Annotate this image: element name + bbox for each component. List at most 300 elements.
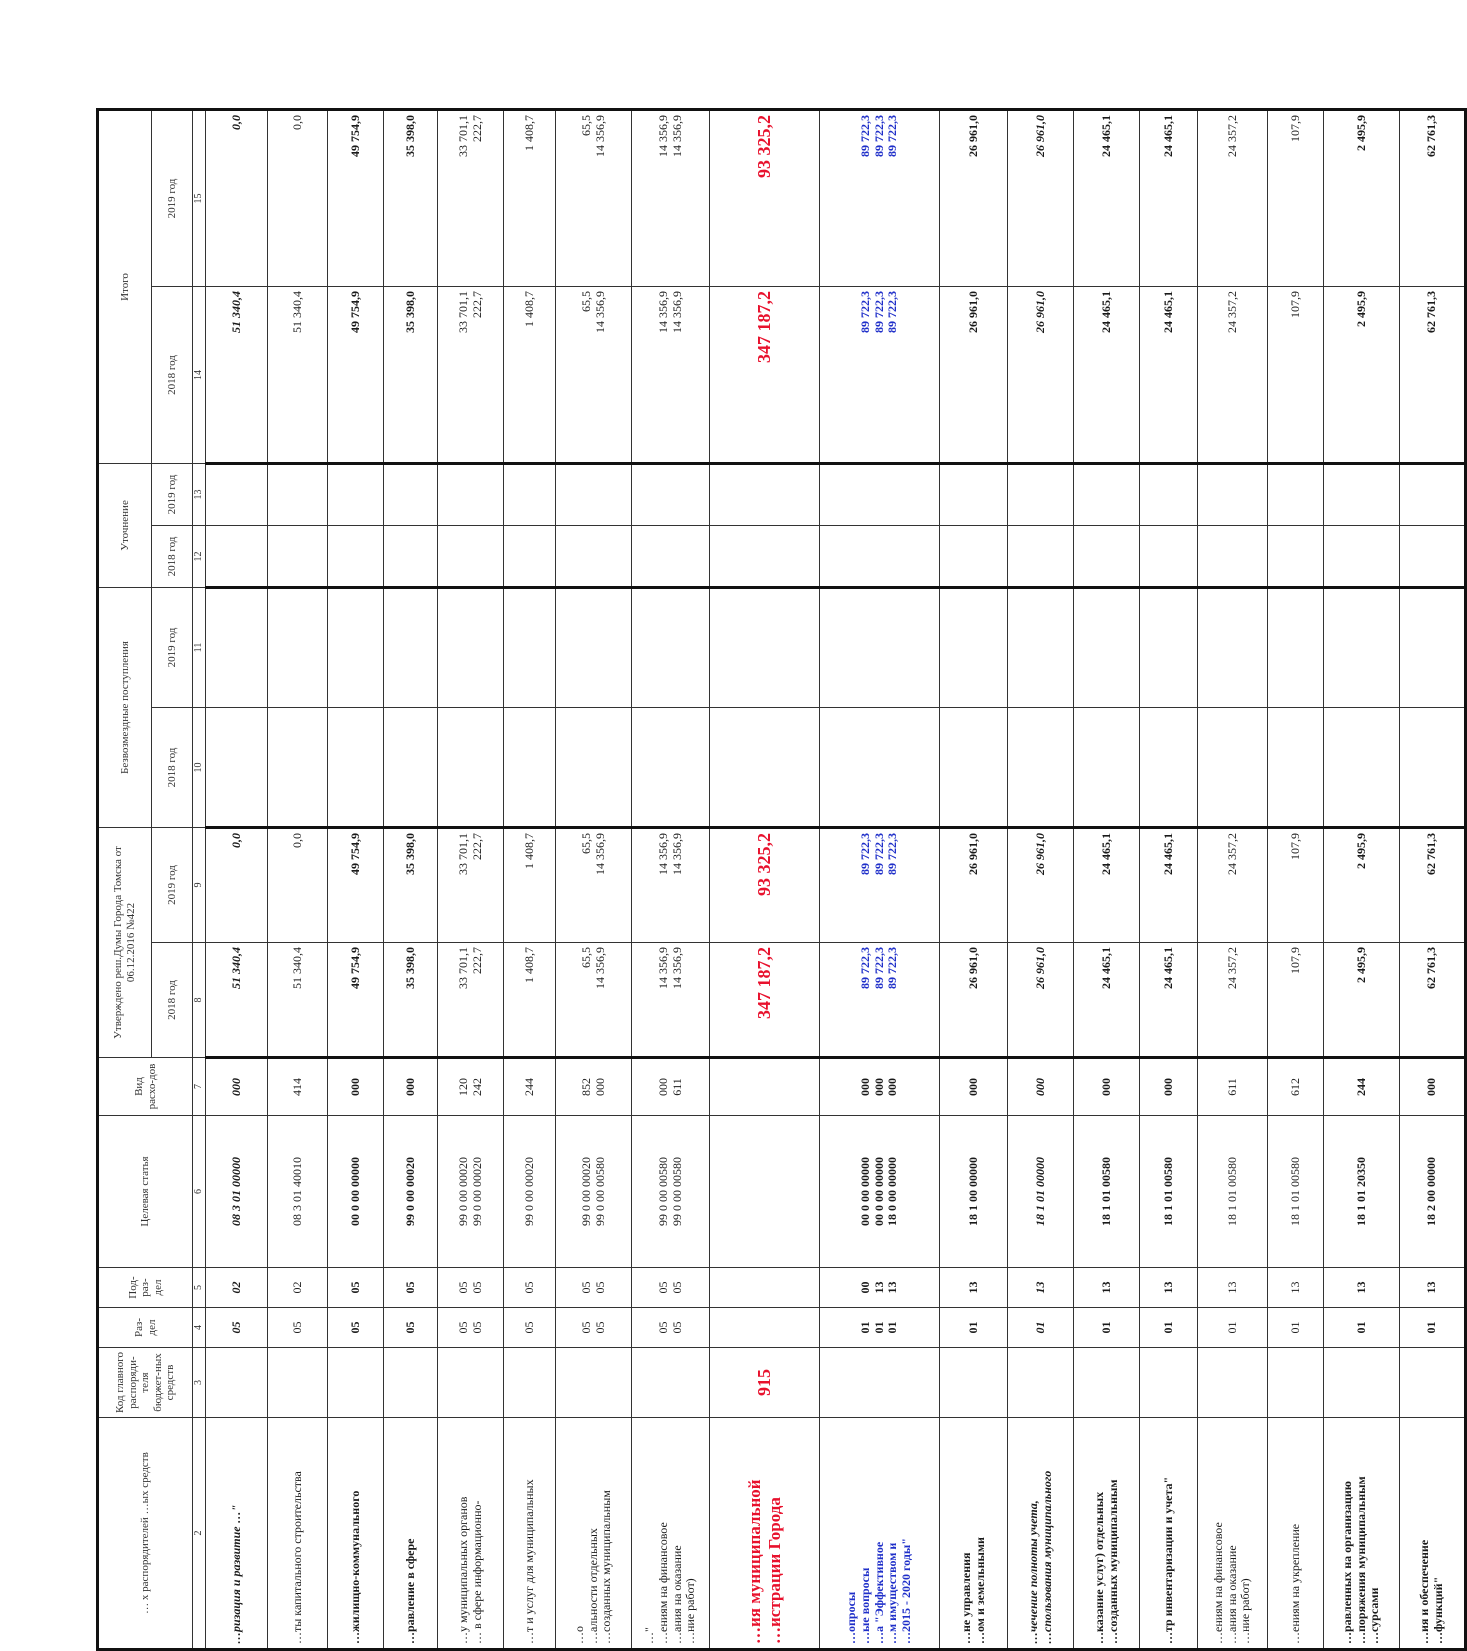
row-itogo-2019: 107,9 bbox=[1268, 109, 1324, 286]
row-kod bbox=[1400, 1348, 1466, 1418]
column-number: 8 bbox=[193, 943, 206, 1058]
year-2018-header: 2018 год bbox=[152, 286, 193, 463]
row-utoch-2018 bbox=[1140, 525, 1198, 587]
row-utv-2019: 62 761,3 bbox=[1400, 828, 1466, 943]
row-utv-2018: 14 356,9 14 356,9 bbox=[632, 943, 710, 1058]
row-razdel: 01 bbox=[1140, 1308, 1198, 1348]
row-podrazdel: 05 05 bbox=[438, 1268, 504, 1308]
row-itogo-2018: 33 701,1 222,7 bbox=[438, 286, 504, 463]
row-name: …ия и обеспечение …функций" bbox=[1400, 1418, 1466, 1650]
row-podrazdel: 02 bbox=[206, 1268, 268, 1308]
row-itogo-2019: 14 356,9 14 356,9 bbox=[632, 109, 710, 286]
row-utoch-2018 bbox=[556, 525, 632, 587]
row-bezv-2018 bbox=[710, 708, 820, 828]
row-itogo-2019: 0,0 bbox=[206, 109, 268, 286]
row-celevaya: 00 0 00 00000 bbox=[328, 1116, 384, 1268]
row-utoch-2018 bbox=[1008, 525, 1074, 587]
row-razdel: 01 bbox=[1008, 1308, 1074, 1348]
row-itogo-2018: 2 495,9 bbox=[1324, 286, 1400, 463]
row-utv-2018: 26 961,0 bbox=[1008, 943, 1074, 1058]
row-bezv-2019 bbox=[1400, 587, 1466, 707]
row-bezv-2018 bbox=[384, 708, 438, 828]
row-utv-2019: 26 961,0 bbox=[1008, 828, 1074, 943]
row-podrazdel: 13 bbox=[1198, 1268, 1268, 1308]
row-bezv-2018 bbox=[556, 708, 632, 828]
column-number: 14 bbox=[193, 286, 206, 463]
row-bezv-2019 bbox=[940, 587, 1008, 707]
row-utv-2019: 49 754,9 bbox=[328, 828, 384, 943]
row-razdel: 05 bbox=[328, 1308, 384, 1348]
row-utv-2019: 26 961,0 bbox=[940, 828, 1008, 943]
column-number: 11 bbox=[193, 587, 206, 707]
row-vid: 852 000 bbox=[556, 1058, 632, 1116]
group-bezv-header: Безвозмездные поступления bbox=[98, 587, 152, 827]
row-celevaya: 99 0 00 00020 99 0 00 00020 bbox=[438, 1116, 504, 1268]
row-itogo-2019: 65,5 14 356,9 bbox=[556, 109, 632, 286]
table-row bbox=[1008, 109, 1074, 1649]
row-podrazdel: 05 bbox=[328, 1268, 384, 1308]
row-utv-2019: 35 398,0 bbox=[384, 828, 438, 943]
row-bezv-2019 bbox=[632, 587, 710, 707]
row-itogo-2019: 24 465,1 bbox=[1140, 109, 1198, 286]
budget-table bbox=[96, 108, 1467, 1651]
row-itogo-2019: 33 701,1 222,7 bbox=[438, 109, 504, 286]
row-kod bbox=[1008, 1348, 1074, 1418]
row-utoch-2019 bbox=[820, 463, 940, 525]
column-number: 3 bbox=[193, 1348, 206, 1418]
year-2019-header: 2019 год bbox=[152, 109, 193, 286]
row-itogo-2018: 26 961,0 bbox=[940, 286, 1008, 463]
row-kod bbox=[940, 1348, 1008, 1418]
row-bezv-2019 bbox=[438, 587, 504, 707]
row-name: …ениям на финансовое …ания на оказание …ние работ) bbox=[1198, 1418, 1268, 1650]
row-bezv-2018 bbox=[1268, 708, 1324, 828]
row-bezv-2019 bbox=[820, 587, 940, 707]
row-itogo-2018: 65,5 14 356,9 bbox=[556, 286, 632, 463]
row-utoch-2019 bbox=[504, 463, 556, 525]
row-utv-2019: 24 465,1 bbox=[1140, 828, 1198, 943]
row-bezv-2018 bbox=[1400, 708, 1466, 828]
row-kod bbox=[632, 1348, 710, 1418]
row-utoch-2018 bbox=[1324, 525, 1400, 587]
row-utoch-2019 bbox=[1400, 463, 1466, 525]
row-celevaya: 99 0 00 00020 99 0 00 00580 bbox=[556, 1116, 632, 1268]
row-itogo-2019: 2 495,9 bbox=[1324, 109, 1400, 286]
row-utoch-2019 bbox=[268, 463, 328, 525]
row-itogo-2018: 26 961,0 bbox=[1008, 286, 1074, 463]
table-row bbox=[1140, 109, 1198, 1649]
row-kod bbox=[1324, 1348, 1400, 1418]
row-name: …" …ениям на финансовое …ания на оказание …ние работ) bbox=[632, 1418, 710, 1650]
row-vid: 000 bbox=[328, 1058, 384, 1116]
table-row bbox=[438, 109, 504, 1649]
row-name: …ризация и развитие …" bbox=[206, 1418, 268, 1650]
column-number: 2 bbox=[193, 1418, 206, 1650]
table-row bbox=[1268, 109, 1324, 1649]
row-vid: 611 bbox=[1198, 1058, 1268, 1116]
row-utv-2018: 65,5 14 356,9 bbox=[556, 943, 632, 1058]
col-name-header: … х распорядителей …ых средств bbox=[98, 1418, 193, 1650]
row-name: …ениям на укрепление bbox=[1268, 1418, 1324, 1650]
row-bezv-2019 bbox=[710, 587, 820, 707]
row-utoch-2019 bbox=[1008, 463, 1074, 525]
row-bezv-2018 bbox=[504, 708, 556, 828]
row-utv-2018: 24 357,2 bbox=[1198, 943, 1268, 1058]
row-kod bbox=[1198, 1348, 1268, 1418]
column-number: 4 bbox=[193, 1308, 206, 1348]
row-name: …жилищно-коммунального bbox=[328, 1418, 384, 1650]
row-celevaya: 99 0 00 00020 bbox=[504, 1116, 556, 1268]
column-number: 10 bbox=[193, 708, 206, 828]
row-bezv-2019 bbox=[1268, 587, 1324, 707]
row-bezv-2019 bbox=[206, 587, 268, 707]
row-itogo-2018: 62 761,3 bbox=[1400, 286, 1466, 463]
row-bezv-2018 bbox=[206, 708, 268, 828]
group-utoch-header: Уточнение bbox=[98, 463, 152, 587]
row-celevaya: 08 3 01 00000 bbox=[206, 1116, 268, 1268]
row-utv-2018: 35 398,0 bbox=[384, 943, 438, 1058]
row-bezv-2018 bbox=[1198, 708, 1268, 828]
row-vid: 000 bbox=[1008, 1058, 1074, 1116]
col-razdel-header: Раз-дел bbox=[98, 1308, 193, 1348]
row-bezv-2019 bbox=[1008, 587, 1074, 707]
row-podrazdel: 02 bbox=[268, 1268, 328, 1308]
row-itogo-2018: 89 722,3 89 722,3 89 722,3 bbox=[820, 286, 940, 463]
row-vid: 244 bbox=[1324, 1058, 1400, 1116]
row-kod bbox=[556, 1348, 632, 1418]
row-kod bbox=[384, 1348, 438, 1418]
row-utoch-2018 bbox=[1074, 525, 1140, 587]
row-name: …казание услуг) отдельных …созданных муниципальным bbox=[1074, 1418, 1140, 1650]
row-utv-2018: 51 340,4 bbox=[268, 943, 328, 1058]
row-utoch-2018 bbox=[328, 525, 384, 587]
row-podrazdel: 05 bbox=[384, 1268, 438, 1308]
row-bezv-2019 bbox=[1074, 587, 1140, 707]
row-celevaya: 18 1 01 00580 bbox=[1074, 1116, 1140, 1268]
row-celevaya: 18 1 00 00000 bbox=[940, 1116, 1008, 1268]
row-bezv-2019 bbox=[328, 587, 384, 707]
row-utoch-2018 bbox=[384, 525, 438, 587]
row-razdel: 05 05 bbox=[556, 1308, 632, 1348]
row-podrazdel: 05 05 bbox=[556, 1268, 632, 1308]
row-name: …равленных на организацию …поряжения муниципальным …сурсами bbox=[1324, 1418, 1400, 1650]
row-itogo-2018: 24 465,1 bbox=[1140, 286, 1198, 463]
row-vid: 000 bbox=[384, 1058, 438, 1116]
row-bezv-2019 bbox=[1198, 587, 1268, 707]
row-utv-2019: 0,0 bbox=[268, 828, 328, 943]
row-itogo-2019: 0,0 bbox=[268, 109, 328, 286]
row-vid: 000 bbox=[940, 1058, 1008, 1116]
table-row bbox=[1198, 109, 1268, 1649]
row-bezv-2018 bbox=[328, 708, 384, 828]
table-row bbox=[820, 109, 940, 1649]
row-celevaya: 18 1 01 20350 bbox=[1324, 1116, 1400, 1268]
row-name: …опросы …ые вопросы …а "Эффективное …м имуществом и …2015 - 2020 годы" bbox=[820, 1418, 940, 1650]
row-utoch-2018 bbox=[1268, 525, 1324, 587]
row-razdel: 05 05 bbox=[632, 1308, 710, 1348]
year-2018-header: 2018 год bbox=[152, 943, 193, 1058]
row-itogo-2018: 49 754,9 bbox=[328, 286, 384, 463]
table-row bbox=[1400, 109, 1466, 1649]
row-itogo-2018: 1 408,7 bbox=[504, 286, 556, 463]
row-celevaya: 00 0 00 00000 00 0 00 00000 18 0 00 00000 bbox=[820, 1116, 940, 1268]
row-utoch-2019 bbox=[1268, 463, 1324, 525]
table-row bbox=[1324, 109, 1400, 1649]
row-utoch-2018 bbox=[1400, 525, 1466, 587]
row-bezv-2018 bbox=[1140, 708, 1198, 828]
row-itogo-2019: 1 408,7 bbox=[504, 109, 556, 286]
row-name: …т и услуг для муниципальных bbox=[504, 1418, 556, 1650]
row-bezv-2018 bbox=[1008, 708, 1074, 828]
row-itogo-2019: 89 722,3 89 722,3 89 722,3 bbox=[820, 109, 940, 286]
row-utv-2019: 65,5 14 356,9 bbox=[556, 828, 632, 943]
row-utoch-2018 bbox=[504, 525, 556, 587]
row-utoch-2018 bbox=[438, 525, 504, 587]
row-utoch-2018 bbox=[206, 525, 268, 587]
row-kod bbox=[1140, 1348, 1198, 1418]
row-vid: 000 611 bbox=[632, 1058, 710, 1116]
row-celevaya: 18 1 01 00000 bbox=[1008, 1116, 1074, 1268]
row-celevaya: 99 0 00 00580 99 0 00 00580 bbox=[632, 1116, 710, 1268]
row-vid: 000 bbox=[206, 1058, 268, 1116]
row-utv-2018: 49 754,9 bbox=[328, 943, 384, 1058]
row-kod bbox=[328, 1348, 384, 1418]
row-kod: 915 bbox=[710, 1348, 820, 1418]
row-itogo-2019: 93 325,2 bbox=[710, 109, 820, 286]
row-utv-2018: 24 465,1 bbox=[1140, 943, 1198, 1058]
row-razdel: 05 05 bbox=[438, 1308, 504, 1348]
row-utoch-2019 bbox=[438, 463, 504, 525]
row-podrazdel: 13 bbox=[1324, 1268, 1400, 1308]
row-razdel: 01 bbox=[940, 1308, 1008, 1348]
row-itogo-2018: 51 340,4 bbox=[206, 286, 268, 463]
row-name: …ты капитального строительства bbox=[268, 1418, 328, 1650]
row-celevaya: 18 2 00 00000 bbox=[1400, 1116, 1466, 1268]
row-utoch-2019 bbox=[328, 463, 384, 525]
year-2019-header: 2019 год bbox=[152, 463, 193, 525]
year-2019-header: 2019 год bbox=[152, 828, 193, 943]
table-row bbox=[710, 109, 820, 1649]
row-utv-2019: 1 408,7 bbox=[504, 828, 556, 943]
table-row bbox=[940, 109, 1008, 1649]
table-row bbox=[1074, 109, 1140, 1649]
row-vid: 000 bbox=[1140, 1058, 1198, 1116]
column-number: 7 bbox=[193, 1058, 206, 1116]
year-2018-header: 2018 год bbox=[152, 525, 193, 587]
row-utv-2019: 24 465,1 bbox=[1074, 828, 1140, 943]
row-bezv-2018 bbox=[1074, 708, 1140, 828]
row-razdel: 05 bbox=[384, 1308, 438, 1348]
rotated-page-content bbox=[96, 111, 1445, 1651]
year-2018-header: 2018 год bbox=[152, 708, 193, 828]
row-celevaya: 99 0 00 00020 bbox=[384, 1116, 438, 1268]
row-podrazdel bbox=[710, 1268, 820, 1308]
row-utv-2018: 24 465,1 bbox=[1074, 943, 1140, 1058]
column-number: 12 bbox=[193, 525, 206, 587]
row-razdel: 01 01 01 bbox=[820, 1308, 940, 1348]
row-celevaya: 18 1 01 00580 bbox=[1198, 1116, 1268, 1268]
row-utv-2019: 14 356,9 14 356,9 bbox=[632, 828, 710, 943]
row-itogo-2018: 24 465,1 bbox=[1074, 286, 1140, 463]
row-podrazdel: 05 05 bbox=[632, 1268, 710, 1308]
row-vid: 612 bbox=[1268, 1058, 1324, 1116]
row-vid: 414 bbox=[268, 1058, 328, 1116]
row-podrazdel: 13 bbox=[1140, 1268, 1198, 1308]
row-name: …равление в сфере bbox=[384, 1418, 438, 1650]
row-itogo-2018: 107,9 bbox=[1268, 286, 1324, 463]
row-bezv-2019 bbox=[504, 587, 556, 707]
row-bezv-2018 bbox=[632, 708, 710, 828]
table-row bbox=[268, 109, 328, 1649]
budget-table-body bbox=[206, 109, 1466, 1649]
row-bezv-2019 bbox=[556, 587, 632, 707]
row-itogo-2018: 24 357,2 bbox=[1198, 286, 1268, 463]
column-number-row bbox=[193, 109, 206, 1649]
column-number: 5 bbox=[193, 1268, 206, 1308]
column-number: 15 bbox=[193, 109, 206, 286]
row-utoch-2019 bbox=[710, 463, 820, 525]
row-utoch-2018 bbox=[1198, 525, 1268, 587]
table-row bbox=[206, 109, 268, 1649]
column-number: 9 bbox=[193, 828, 206, 943]
row-utoch-2018 bbox=[268, 525, 328, 587]
row-utoch-2018 bbox=[632, 525, 710, 587]
row-podrazdel: 05 bbox=[504, 1268, 556, 1308]
row-kod bbox=[820, 1348, 940, 1418]
row-utoch-2019 bbox=[1074, 463, 1140, 525]
row-razdel: 01 bbox=[1198, 1308, 1268, 1348]
row-vid: 000 000 000 bbox=[820, 1058, 940, 1116]
row-utoch-2018 bbox=[940, 525, 1008, 587]
row-vid bbox=[710, 1058, 820, 1116]
row-razdel: 05 bbox=[504, 1308, 556, 1348]
row-itogo-2019: 24 357,2 bbox=[1198, 109, 1268, 286]
row-itogo-2019: 26 961,0 bbox=[1008, 109, 1074, 286]
row-razdel: 01 bbox=[1268, 1308, 1324, 1348]
row-razdel: 01 bbox=[1074, 1308, 1140, 1348]
col-podrazdel-header: Под-раз-дел bbox=[98, 1268, 193, 1308]
row-itogo-2019: 62 761,3 bbox=[1400, 109, 1466, 286]
row-utoch-2018 bbox=[710, 525, 820, 587]
row-bezv-2019 bbox=[384, 587, 438, 707]
row-utv-2019: 0,0 bbox=[206, 828, 268, 943]
row-name: …чечение полноты учета, …спользования муниципального bbox=[1008, 1418, 1074, 1650]
row-razdel bbox=[710, 1308, 820, 1348]
row-itogo-2019: 24 465,1 bbox=[1074, 109, 1140, 286]
column-number: 13 bbox=[193, 463, 206, 525]
row-utoch-2019 bbox=[556, 463, 632, 525]
col-vid-header: Вид расхо-дов bbox=[98, 1058, 193, 1116]
row-podrazdel: 13 bbox=[1268, 1268, 1324, 1308]
row-celevaya: 18 1 01 00580 bbox=[1268, 1116, 1324, 1268]
row-utoch-2018 bbox=[820, 525, 940, 587]
table-row bbox=[632, 109, 710, 1649]
row-utv-2018: 1 408,7 bbox=[504, 943, 556, 1058]
row-itogo-2019: 26 961,0 bbox=[940, 109, 1008, 286]
table-row bbox=[504, 109, 556, 1649]
row-bezv-2018 bbox=[820, 708, 940, 828]
row-utv-2019: 2 495,9 bbox=[1324, 828, 1400, 943]
row-itogo-2019: 49 754,9 bbox=[328, 109, 384, 286]
row-utv-2018: 26 961,0 bbox=[940, 943, 1008, 1058]
row-kod bbox=[1268, 1348, 1324, 1418]
row-razdel: 05 bbox=[268, 1308, 328, 1348]
table-row bbox=[384, 109, 438, 1649]
row-utv-2018: 62 761,3 bbox=[1400, 943, 1466, 1058]
row-utv-2018: 33 701,1 222,7 bbox=[438, 943, 504, 1058]
row-name: …ия муниципальной …истрации Города bbox=[710, 1418, 820, 1650]
row-utv-2018: 107,9 bbox=[1268, 943, 1324, 1058]
row-name: …не управления …ом и земельными bbox=[940, 1418, 1008, 1650]
row-vid: 244 bbox=[504, 1058, 556, 1116]
row-razdel: 01 bbox=[1400, 1308, 1466, 1348]
group-itogo-header: Итого bbox=[98, 109, 152, 463]
row-name: …у муниципальных органов … в сфере информационно- bbox=[438, 1418, 504, 1650]
row-utoch-2019 bbox=[632, 463, 710, 525]
row-vid: 120 242 bbox=[438, 1058, 504, 1116]
row-celevaya bbox=[710, 1116, 820, 1268]
col-kod-header: Код главного распоряди-теля бюджет-ных средств bbox=[98, 1348, 193, 1418]
row-vid: 000 bbox=[1074, 1058, 1140, 1116]
row-utv-2019: 93 325,2 bbox=[710, 828, 820, 943]
table-row bbox=[328, 109, 384, 1649]
row-utv-2019: 89 722,3 89 722,3 89 722,3 bbox=[820, 828, 940, 943]
row-podrazdel: 13 bbox=[1074, 1268, 1140, 1308]
row-utoch-2019 bbox=[1140, 463, 1198, 525]
row-utv-2019: 24 357,2 bbox=[1198, 828, 1268, 943]
row-utv-2018: 89 722,3 89 722,3 89 722,3 bbox=[820, 943, 940, 1058]
row-utv-2018: 2 495,9 bbox=[1324, 943, 1400, 1058]
row-utoch-2019 bbox=[384, 463, 438, 525]
row-razdel: 05 bbox=[206, 1308, 268, 1348]
row-itogo-2018: 51 340,4 bbox=[268, 286, 328, 463]
year-2019-header: 2019 год bbox=[152, 587, 193, 707]
row-itogo-2019: 35 398,0 bbox=[384, 109, 438, 286]
row-bezv-2018 bbox=[940, 708, 1008, 828]
col-celevaya-header: Целевая статья bbox=[98, 1116, 193, 1268]
column-number: 6 bbox=[193, 1116, 206, 1268]
row-utoch-2019 bbox=[940, 463, 1008, 525]
row-podrazdel: 13 bbox=[1400, 1268, 1466, 1308]
row-kod bbox=[268, 1348, 328, 1418]
row-utv-2019: 33 701,1 222,7 bbox=[438, 828, 504, 943]
row-utv-2018: 51 340,4 bbox=[206, 943, 268, 1058]
row-kod bbox=[438, 1348, 504, 1418]
row-bezv-2019 bbox=[1140, 587, 1198, 707]
table-row bbox=[556, 109, 632, 1649]
row-utv-2018: 347 187,2 bbox=[710, 943, 820, 1058]
group-utv-header: Утверждено реш.Думы Города Томска от 06.12.2016 №422 bbox=[98, 828, 152, 1058]
row-celevaya: 08 3 01 40010 bbox=[268, 1116, 328, 1268]
row-itogo-2018: 35 398,0 bbox=[384, 286, 438, 463]
row-name: …тр инвентаризации и учета" bbox=[1140, 1418, 1198, 1650]
row-podrazdel: 00 13 13 bbox=[820, 1268, 940, 1308]
row-name: …о …альности отдельных …созданных муниципальным bbox=[556, 1418, 632, 1650]
row-podrazdel: 13 bbox=[1008, 1268, 1074, 1308]
row-utoch-2019 bbox=[1198, 463, 1268, 525]
row-vid: 000 bbox=[1400, 1058, 1466, 1116]
row-utoch-2019 bbox=[206, 463, 268, 525]
row-bezv-2018 bbox=[268, 708, 328, 828]
row-podrazdel: 13 bbox=[940, 1268, 1008, 1308]
row-celevaya: 18 1 01 00580 bbox=[1140, 1116, 1198, 1268]
row-kod bbox=[1074, 1348, 1140, 1418]
row-kod bbox=[504, 1348, 556, 1418]
row-razdel: 01 bbox=[1324, 1308, 1400, 1348]
row-bezv-2019 bbox=[1324, 587, 1400, 707]
row-bezv-2019 bbox=[268, 587, 328, 707]
row-bezv-2018 bbox=[1324, 708, 1400, 828]
